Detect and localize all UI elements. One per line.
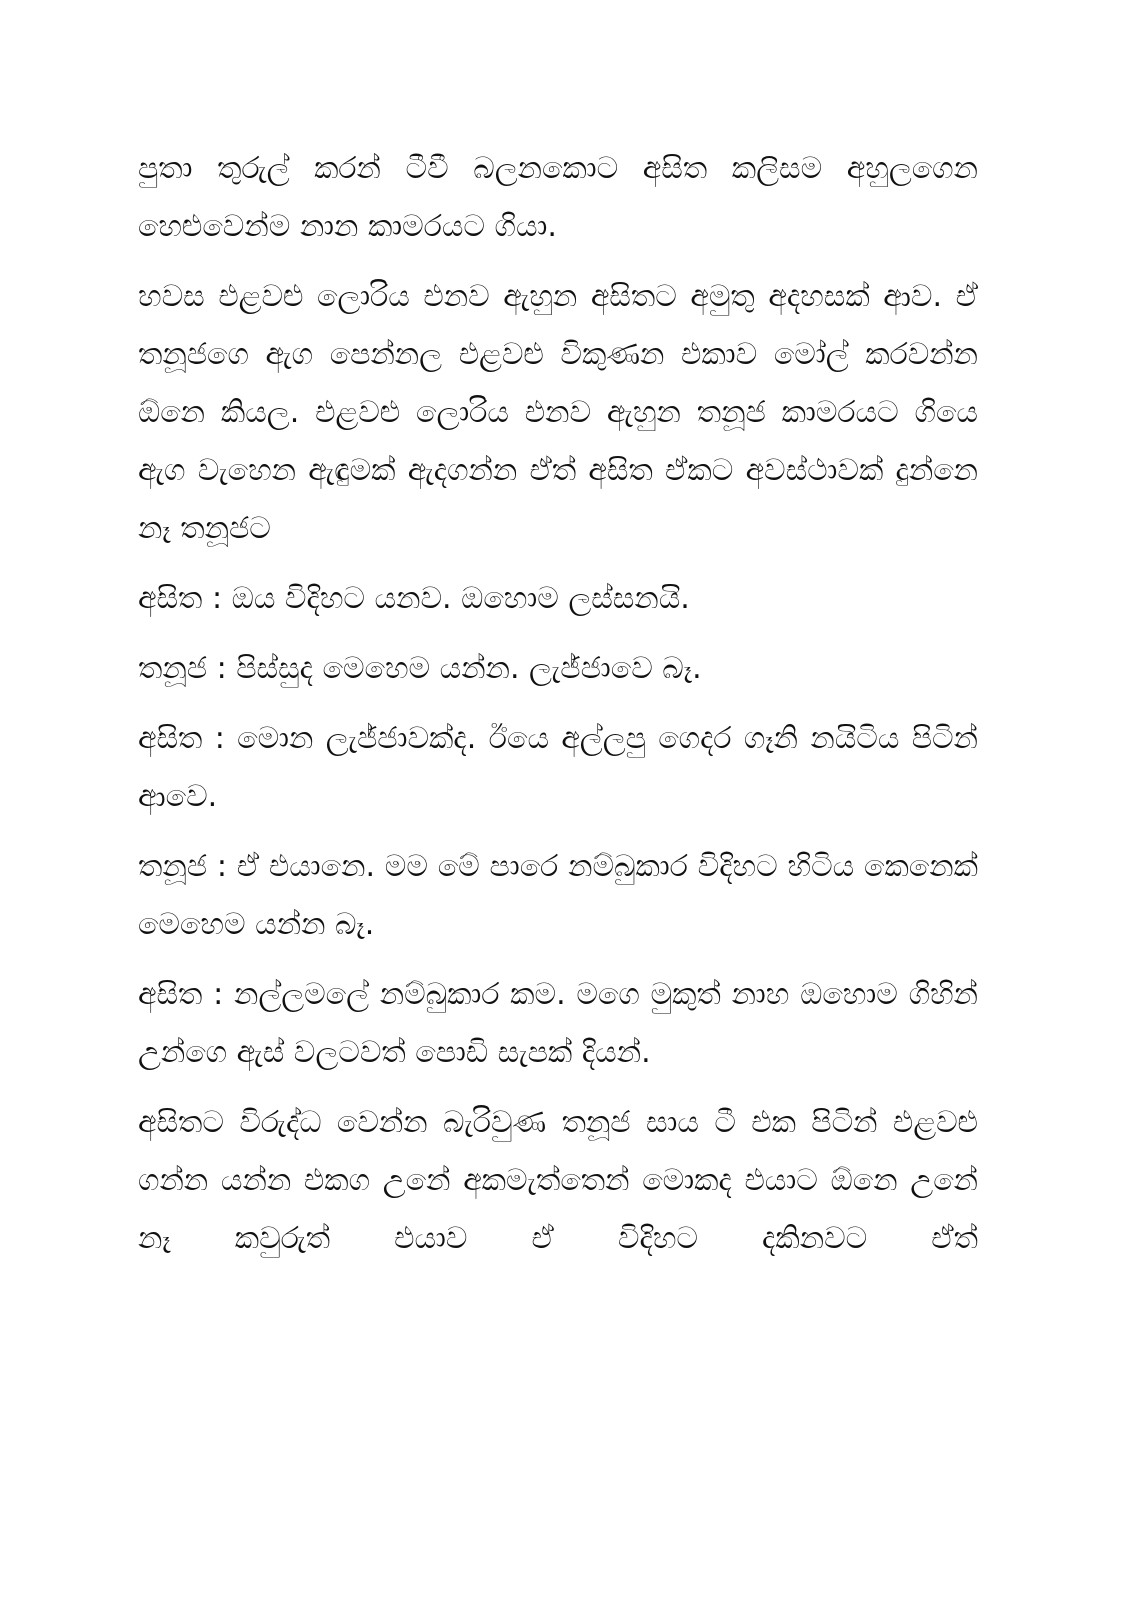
paragraph-5: අසිත : මොන ලැජ්ජාවක්ද. ඊයෙ අල්ලපු ගෙදර ගෑනි නයිටිය පිටින් ආවෙ. [138, 721, 978, 814]
paragraph-3: අසිත : ඔය විදිහට යනව. ඔහොම ලස්සනයි. [138, 581, 690, 616]
paragraph-4: තනූජ : පිස්සුද මෙහෙම යන්න. ලැජ්ජාවෙ බෑ. [138, 651, 702, 686]
paragraph-6: තනූජ : ඒ එයානෙ. මම මේ පාරෙ නම්බුකාර විදිහට හිටිය කෙනෙක් මෙහෙම යන්න බෑ. [138, 849, 978, 942]
document-body [138, 140, 978, 1280]
paragraph-1: පුතා තුරුල් කරන් ටීවී බලනකොට අසිත කලිසම අහුලගෙන හෙළුවෙන්ම නාන කාමරයට ගියා. [138, 151, 978, 244]
paragraph-2: හවස එළවළු ලොරිය එනව ඇහුන අසිතට අමුතු අදහසක් ආව. ඒ තනූජගෙ ඇග පෙන්නල එළවළු විකුණන එකාව මෝල් කරවන්න ඕනෙ කියල. එළවළු ලොරිය එනව ඇහුන තනූජ කාමරයට ගියෙ ඇග වැහෙන ඇඳුමක් ඇදගන්න ඒත් අසිත ඒකට අවස්ථාවක් දුන්නෙ නෑ තනූජට [138, 279, 978, 546]
paragraph-7: අසිත : නල්ලමලේ නම්බුකාර කම. මගෙ මුකුත් නාහ ඔහොම ගිහින් උන්ගෙ ඇස් වලටවත් පොඩි සැපක් දියන්. [138, 977, 978, 1070]
paragraph-8: අසිතට විරුද්ධ වෙන්න බැරිවුණ තනූජ සාය ටී එක පිටින් එළවළු ගන්න යන්න එකග උනේ අකමැත්තෙන් මොකද එයාට ඕනෙ උනේ නෑ කවුරුත් එයාව ඒ විදිහට දකිනවට ඒත් [138, 1105, 978, 1256]
